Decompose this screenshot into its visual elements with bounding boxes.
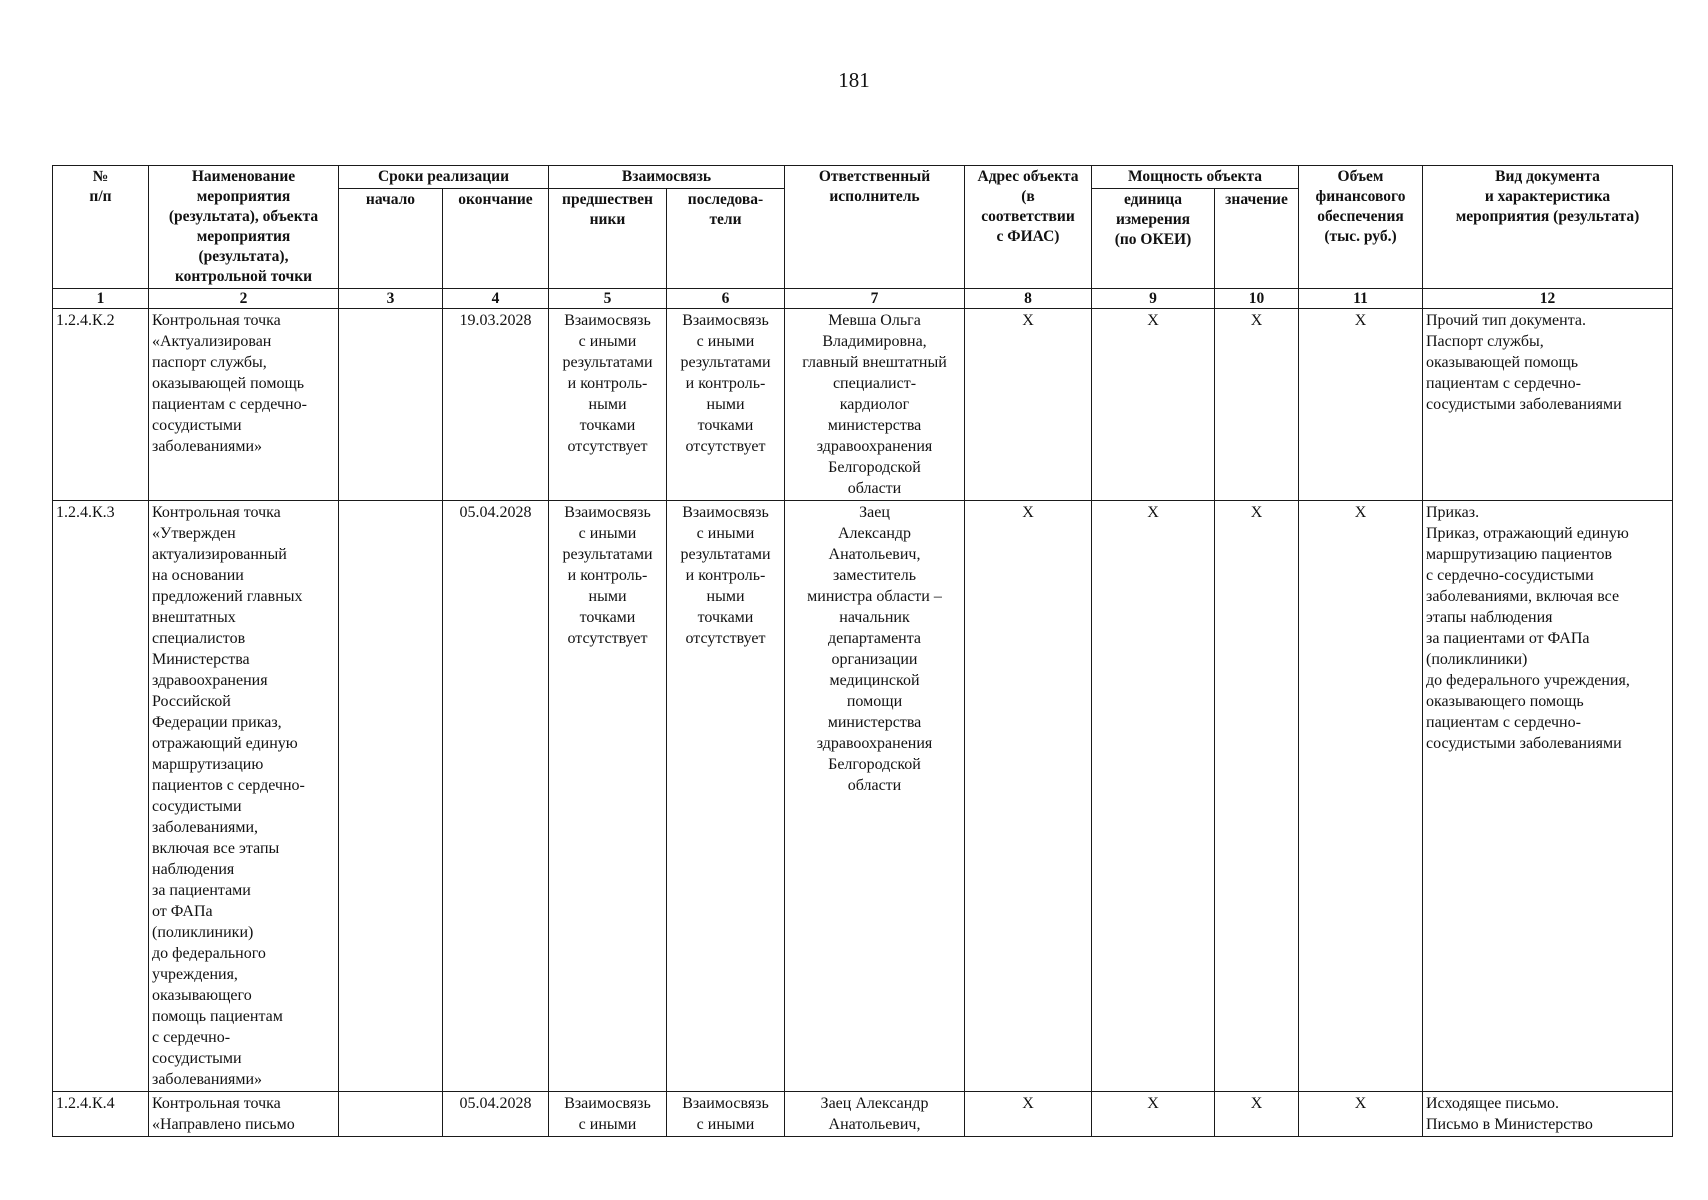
row-value: Х (1215, 309, 1299, 501)
row-address: Х (965, 309, 1092, 501)
header-unit: единица измерения (по ОКЕИ) (1092, 189, 1215, 289)
row-successors: Взаимосвязь с иными (667, 1092, 785, 1137)
column-number: 8 (965, 289, 1092, 309)
row-value: Х (1215, 1092, 1299, 1137)
row-end: 05.04.2028 (443, 1092, 549, 1137)
header-start: начало (339, 189, 443, 289)
row-value: Х (1215, 501, 1299, 1092)
row-id: 1.2.4.К.2 (53, 309, 149, 501)
page-number: 181 (838, 68, 870, 92)
row-end: 19.03.2028 (443, 309, 549, 501)
column-number: 11 (1299, 289, 1423, 309)
row-unit: Х (1092, 309, 1215, 501)
column-number: 4 (443, 289, 549, 309)
header-finance: Объем финансового обеспечения (тыс. руб.) (1299, 166, 1423, 289)
row-responsible: Заец Александр Анатольевич, (785, 1092, 965, 1137)
row-name: Контрольная точка «Актуализирован паспорт службы, оказывающей помощь пациентам с сердечно- сосудистыми заболеваниями» (149, 309, 339, 501)
header-row-1 (53, 166, 1673, 189)
header-no: № п/п (53, 166, 149, 289)
row-id: 1.2.4.К.4 (53, 1092, 149, 1137)
row-name: Контрольная точка «Направлено письмо (149, 1092, 339, 1137)
row-name: Контрольная точка «Утвержден актуализированный на основании предложений главных внештатных специалистов Министерства здравоохранения Российской Федерации приказ, отражающий единую маршрутизацию пациентов с сердечно- сосудистыми заболеваниями, включая все этапы наблюдения за пациентами от ФАПа (поликлиники) до федерального учреждения, оказывающего помощь пациентам с сердечно- сосудистыми заболеваниями» (149, 501, 339, 1092)
row-doc: Исходящее письмо. Письмо в Министерство (1423, 1092, 1673, 1137)
row-address: Х (965, 501, 1092, 1092)
row-doc: Приказ. Приказ, отражающий единую маршрутизацию пациентов с сердечно-сосудистыми заболеваниями, включая все этапы наблюдения за пациентами от ФАПа (поликлиники) до федерального учреждения, оказывающего помощь пациентам с сердечно- сосудистыми заболеваниями (1423, 501, 1673, 1092)
header-name: Наименование мероприятия (результата), объекта мероприятия (результата), контрольной точки (149, 166, 339, 289)
row-finance: Х (1299, 501, 1423, 1092)
column-number: 12 (1423, 289, 1673, 309)
column-number: 7 (785, 289, 965, 309)
header-doc-type: Вид документа и характеристика мероприятия (результата) (1423, 166, 1673, 289)
row-start (339, 309, 443, 501)
header-terms: Сроки реализации (339, 166, 549, 189)
column-number: 3 (339, 289, 443, 309)
row-successors: Взаимосвязь с иными результатами и контроль- ными точками отсутствует (667, 501, 785, 1092)
row-predecessors: Взаимосвязь с иными результатами и контроль- ными точками отсутствует (549, 501, 667, 1092)
row-start (339, 501, 443, 1092)
table-row (53, 501, 1673, 1092)
row-successors: Взаимосвязь с иными результатами и контроль- ными точками отсутствует (667, 309, 785, 501)
header-successors: последова- тели (667, 189, 785, 289)
column-number: 1 (53, 289, 149, 309)
column-number: 5 (549, 289, 667, 309)
column-number: 2 (149, 289, 339, 309)
row-unit: Х (1092, 501, 1215, 1092)
row-id: 1.2.4.К.3 (53, 501, 149, 1092)
row-address: Х (965, 1092, 1092, 1137)
header-end: окончание (443, 189, 549, 289)
row-end: 05.04.2028 (443, 501, 549, 1092)
column-number: 9 (1092, 289, 1215, 309)
header-predecessors: предшествен ники (549, 189, 667, 289)
header-responsible: Ответственный исполнитель (785, 166, 965, 289)
row-predecessors: Взаимосвязь с иными (549, 1092, 667, 1137)
column-number: 10 (1215, 289, 1299, 309)
header-address: Адрес объекта (в соответствии с ФИАС) (965, 166, 1092, 289)
column-number: 6 (667, 289, 785, 309)
row-start (339, 1092, 443, 1137)
header-capacity: Мощность объекта (1092, 166, 1299, 189)
row-finance: Х (1299, 309, 1423, 501)
column-numbers-row (53, 289, 1673, 309)
row-finance: Х (1299, 1092, 1423, 1137)
row-responsible: Мевша Ольга Владимировна, главный внештатный специалист- кардиолог министерства здравоохранения Белгородской области (785, 309, 965, 501)
row-responsible: Заец Александр Анатольевич, заместитель министра области – начальник департамента организации медицинской помощи министерства здравоохранения Белгородской области (785, 501, 965, 1092)
row-unit: Х (1092, 1092, 1215, 1137)
table-row (53, 1092, 1673, 1137)
header-value: значение (1215, 189, 1299, 289)
table-row (53, 309, 1673, 501)
row-doc: Прочий тип документа. Паспорт службы, оказывающей помощь пациентам с сердечно- сосудистыми заболеваниями (1423, 309, 1673, 501)
header-relation: Взаимосвязь (549, 166, 785, 189)
activities-table (52, 165, 1673, 1137)
row-predecessors: Взаимосвязь с иными результатами и контроль- ными точками отсутствует (549, 309, 667, 501)
